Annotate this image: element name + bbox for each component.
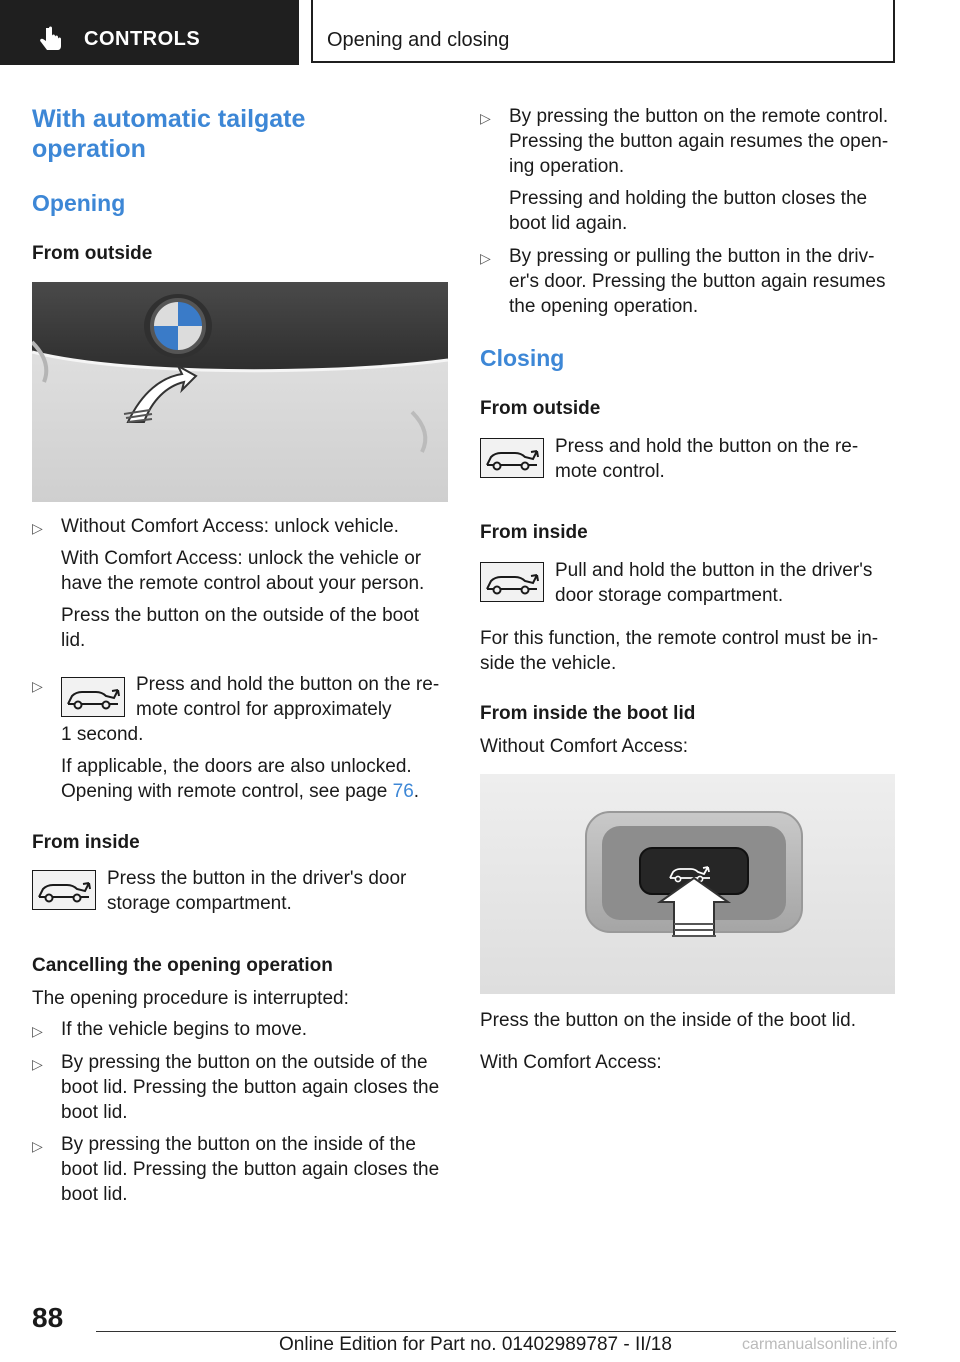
header-chapter-tab: [311, 0, 895, 63]
section-title: [32, 104, 305, 164]
list-item-text: [136, 672, 451, 722]
text-line: 1 second.: [61, 724, 144, 745]
text-line: Pressing and holding the button closes the: [509, 188, 868, 209]
text-line: By pressing or pulling the button in the driv-: [509, 246, 875, 267]
list-item: [509, 104, 899, 236]
paragraph: [555, 434, 900, 484]
text-line: side the vehicle.: [480, 653, 617, 674]
text-line: boot lid.: [61, 1184, 128, 1205]
text-line: Press the button in the driver's door: [107, 868, 407, 889]
from-inside-heading: From inside: [480, 522, 588, 543]
paragraph: [555, 558, 900, 608]
paragraph: Press the button on the inside of the boot lid.: [480, 1010, 857, 1031]
from-outside-heading: From outside: [32, 243, 153, 264]
list-item: [61, 1132, 451, 1207]
text-line: ing operation.: [509, 156, 625, 177]
text-line: storage compartment.: [107, 893, 292, 914]
bullet-marker: ▷: [32, 1056, 43, 1072]
tailgate-outside-photo: [32, 282, 448, 502]
list-item: [61, 514, 451, 653]
page-link[interactable]: 76: [392, 781, 414, 802]
text-line: boot lid again.: [509, 213, 628, 234]
header-section-label: CONTROLS: [84, 28, 201, 50]
closing-heading: Closing: [480, 345, 565, 371]
text-line: Press and hold the button on the re-: [136, 674, 440, 695]
text-line: Pull and hold the button in the driver's: [555, 560, 873, 581]
footer-edition: Online Edition for Part no. 01402989787 - II/18: [279, 1334, 672, 1355]
list-item: [61, 1050, 451, 1125]
text-line: have the remote control about your person.: [61, 573, 425, 594]
list-item: If the vehicle begins to move.: [61, 1019, 308, 1040]
text-line: door storage compartment.: [555, 585, 784, 606]
text-line: er's door. Pressing the button again resumes: [509, 271, 886, 292]
text-line: mote control.: [555, 461, 665, 482]
paragraph: The opening procedure is interrupted:: [32, 988, 349, 1009]
bullet-marker: ▷: [480, 110, 491, 126]
text-line: boot lid.: [61, 1102, 128, 1123]
list-item: [509, 244, 899, 319]
bullet-marker: ▷: [32, 678, 43, 694]
text-line: By pressing the button on the inside of the: [61, 1134, 416, 1155]
text-line: Press the button on the outside of the boot: [61, 605, 420, 626]
text-span: Opening with remote control, see page: [61, 781, 393, 802]
text-line: With Comfort Access: unlock the vehicle or: [61, 548, 422, 569]
bullet-marker: ▷: [480, 250, 491, 266]
text-line: By pressing the button on the remote control.: [509, 106, 889, 127]
text-line: [61, 779, 451, 804]
text-line: For this function, the remote control must be in-: [480, 628, 879, 649]
bullet-marker: ▷: [32, 1023, 43, 1039]
tailgate-button-icon: [480, 562, 544, 602]
header-section-tab: [0, 0, 299, 65]
cancel-heading: Cancelling the opening operation: [32, 955, 333, 976]
paragraph: [107, 866, 452, 916]
text-line: If applicable, the doors are also unlocked.: [61, 756, 412, 777]
tailgate-inside-button-photo: [480, 774, 895, 994]
hand-pointer-icon: [38, 26, 64, 54]
header-chapter-label: Opening and closing: [327, 29, 510, 51]
text-line: lid.: [61, 630, 86, 651]
footer-divider: [96, 1331, 896, 1332]
page-number: 88: [32, 1302, 64, 1333]
section-title-line: With automatic tailgate: [32, 105, 306, 133]
tailgate-button-icon: [32, 870, 96, 910]
bullet-marker: ▷: [32, 520, 43, 536]
text-line: mote control for approximately: [136, 699, 392, 720]
paragraph: With Comfort Access:: [480, 1052, 662, 1073]
tailgate-button-icon: [480, 438, 544, 478]
list-item-text: [61, 722, 451, 804]
text-line: By pressing the button on the outside of the: [61, 1052, 428, 1073]
boot-lid-heading: From inside the boot lid: [480, 703, 696, 724]
bullet-marker: ▷: [32, 1138, 43, 1154]
from-outside-heading: From outside: [480, 398, 601, 419]
text-line: boot lid. Pressing the button again closes the: [61, 1159, 440, 1180]
text-span: .: [413, 781, 420, 802]
text-line: boot lid. Pressing the button again closes the: [61, 1077, 440, 1098]
from-inside-heading: From inside: [32, 832, 140, 853]
text-line: Press and hold the button on the re-: [555, 436, 859, 457]
text-line: the opening operation.: [509, 296, 699, 317]
opening-heading: Opening: [32, 190, 126, 216]
tailgate-button-icon: [61, 677, 125, 717]
section-title-line: operation: [32, 135, 146, 163]
paragraph: [480, 626, 900, 676]
text-line: Pressing the button again resumes the open-: [509, 131, 889, 152]
footer-watermark: carmanualsonline.info: [742, 1336, 898, 1353]
paragraph: Without Comfort Access:: [480, 736, 689, 757]
text-line: Without Comfort Access: unlock vehicle.: [61, 516, 399, 537]
